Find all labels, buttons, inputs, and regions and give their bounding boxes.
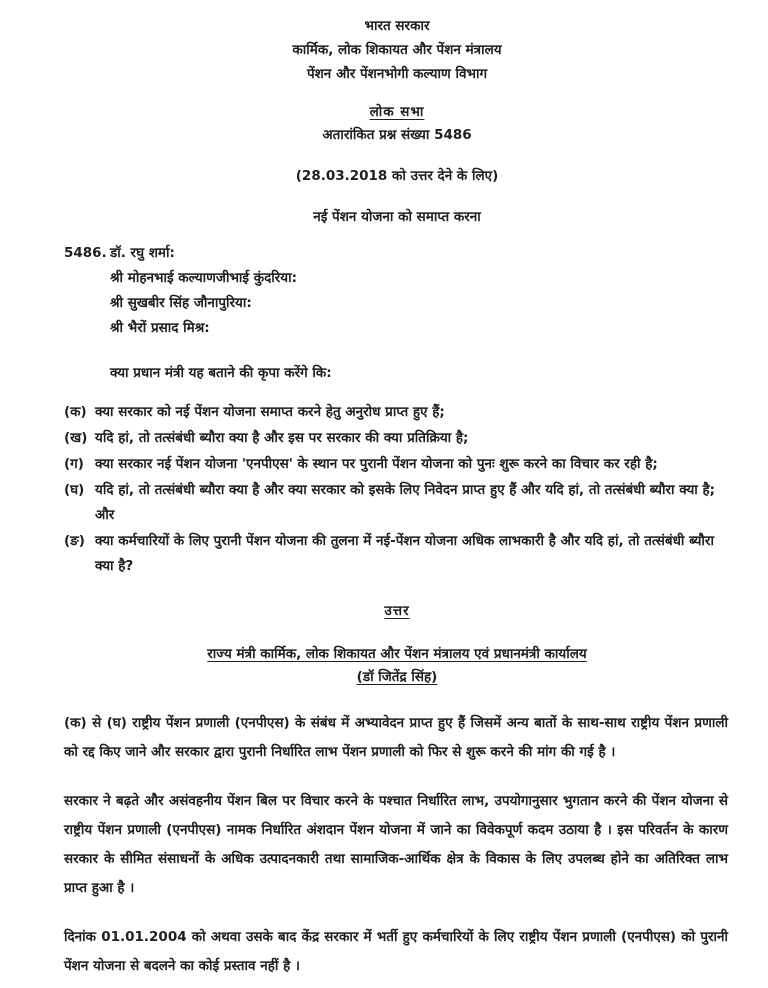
question-text: यदि हां, तो तत्संबंधी ब्यौरा क्या है और इस पर सरकार की क्या प्रतिक्रिया है;	[95, 430, 469, 446]
question-title: नई पेंशन योजना को समाप्त करना	[313, 209, 481, 225]
question-item-kha	[64, 426, 730, 451]
question-item-ka	[64, 400, 730, 425]
minister-name: (डॉ जितेंद्र सिंह)	[356, 669, 438, 685]
question-text: क्या कर्मचारियों के लिए पुरानी पेंशन योजना की तुलना में नई-पेंशन योजना अधिक लाभकारी है और यदि हां, तो तत्संबंधी ब्यौरा क्या है?	[95, 533, 714, 574]
question-label: (ख)	[64, 430, 88, 446]
house-title: लोक सभा	[369, 104, 425, 120]
minister-title: राज्य मंत्री कार्मिक, लोक शिकायत और पेंशन मंत्रालय एवं प्रधानमंत्री कार्यालय	[207, 646, 587, 662]
question-item-nga	[64, 529, 730, 579]
question-item-gha	[64, 478, 730, 528]
question-number-line: अतारांकित प्रश्न संख्या 5486	[322, 127, 472, 143]
question-list	[64, 400, 730, 579]
question-text: क्या सरकार नई पेंशन योजना 'एनपीएस' के स्थान पर पुरानी पेंशन योजना को पुनः शुरू करने का विचार कर रही है;	[95, 456, 658, 472]
header-line-govt: भारत सरकार	[364, 18, 430, 34]
question-intro: क्या प्रधान मंत्री यह बताने की कृपा करेंगे कि:	[110, 365, 332, 381]
answer-paragraph-2: सरकार ने बढ़ते और असंवहनीय पेंशन बिल पर विचार करने के पश्चात निर्धारित लाभ, उपयोगानुसार भुगतान करने की पेंशन योजना से राष्ट्रीय पेंशन प्रणाली (एनपीएस) नामक निर्धारित अंशदान पेंशन योजना में जाने का विवेकपूर्ण कदम उठाया है । इस परिवर्तन के कारण सरकार के सीमित संसाधनों के अधिक उत्पादनकारी तथा सामाजिक-आर्थिक क्षेत्र के विकास के लिए उपलब्ध होने का अतिरिक्त लाभ प्राप्त हुआ है ।	[64, 793, 728, 896]
question-text: यदि हां, तो तत्संबंधी ब्यौरा क्या है और क्या सरकार को इसके लिए निवेदन प्राप्त हुए हैं और यदि हां, तो तत्संबंधी ब्यौरा क्या है; और	[95, 482, 716, 523]
question-number: 5486.	[64, 245, 107, 261]
askers-block	[64, 241, 730, 341]
question-label: (ग)	[64, 456, 84, 472]
asker-name-3: श्री सुखबीर सिंह जौनापुरिया:	[110, 295, 252, 311]
gov-header	[64, 14, 730, 86]
question-text: क्या सरकार को नई पेंशन योजना समाप्त करने हेतु अनुरोध प्राप्त हुए हैं;	[95, 404, 445, 420]
asker-name-2: श्री मोहनभाई कल्याणजीभाई कुंदरिया:	[110, 270, 298, 286]
answer-paragraph-3: दिनांक 01.01.2004 को अथवा उसके बाद केंद्र सरकार में भर्ती हुए कर्मचारियों के लिए राष्ट्रीय पेंशन प्रणाली (एनपीएस) को पुरानी पेंशन योजना से बदलने का कोई प्रस्ताव नहीं है ।	[64, 929, 728, 974]
question-label: (ङ)	[64, 533, 85, 549]
header-line-ministry: कार्मिक, लोक शिकायत और पेंशन मंत्रालय	[292, 42, 502, 58]
answer-paragraph-1: (क) से (घ) राष्ट्रीय पेंशन प्रणाली (एनपीएस) के संबंध में अभ्यावेदन प्राप्त हुए हैं जिसमें अन्य बातों के साथ-साथ राष्ट्रीय पेंशन प्रणाली को रद्द किए जाने और सरकार द्वारा पुरानी निर्धारित लाभ पेंशन प्रणाली को फिर से शुरू करने की मांग की गई है ।	[64, 715, 728, 760]
question-label: (घ)	[64, 482, 85, 498]
answer-date-line: (28.03.2018 को उत्तर देने के लिए)	[295, 168, 499, 184]
question-label: (क)	[64, 404, 87, 420]
asker-row-first	[64, 241, 730, 266]
asker-name-1: डॉ. रघु शर्मा:	[110, 245, 175, 261]
question-item-ga	[64, 452, 730, 477]
answer-heading: उत्तर	[384, 603, 410, 619]
asker-name-4: श्री भैरों प्रसाद मिश्र:	[110, 320, 210, 336]
header-line-department: पेंशन और पेंशनभोगी कल्याण विभाग	[306, 66, 488, 82]
